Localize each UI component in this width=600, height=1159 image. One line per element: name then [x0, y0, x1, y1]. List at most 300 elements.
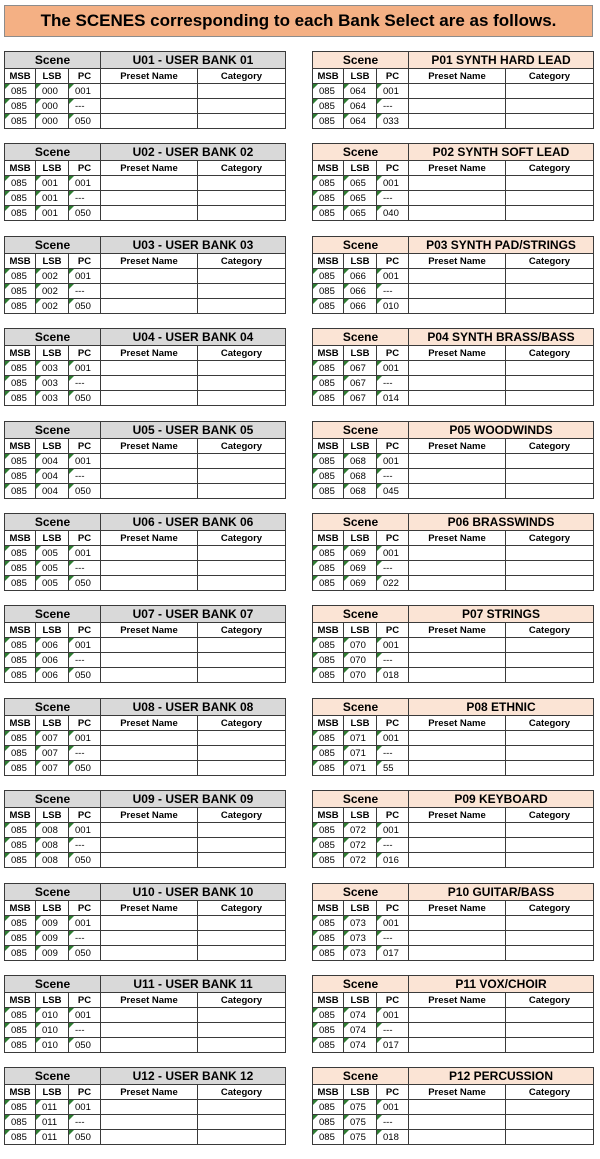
msb-cell[interactable]: 085	[313, 1038, 344, 1053]
category-cell[interactable]	[198, 269, 286, 284]
category-cell[interactable]	[198, 576, 286, 591]
category-cell[interactable]	[198, 946, 286, 961]
preset-name-cell[interactable]	[409, 484, 506, 499]
pc-cell[interactable]: ---	[377, 469, 409, 484]
preset-name-cell[interactable]	[101, 1115, 198, 1130]
msb-cell[interactable]: 085	[5, 746, 36, 761]
lsb-cell[interactable]: 011	[36, 1100, 69, 1115]
preset-name-cell[interactable]	[101, 916, 198, 931]
lsb-cell[interactable]: 068	[344, 469, 377, 484]
lsb-cell[interactable]: 067	[344, 376, 377, 391]
lsb-cell[interactable]: 064	[344, 84, 377, 99]
lsb-cell[interactable]: 064	[344, 99, 377, 114]
category-cell[interactable]	[198, 746, 286, 761]
preset-name-cell[interactable]	[409, 1008, 506, 1023]
category-cell[interactable]	[198, 391, 286, 406]
lsb-cell[interactable]: 074	[344, 1038, 377, 1053]
msb-cell[interactable]: 085	[313, 484, 344, 499]
category-cell[interactable]	[198, 916, 286, 931]
preset-name-cell[interactable]	[409, 361, 506, 376]
lsb-cell[interactable]: 004	[36, 469, 69, 484]
pc-cell[interactable]: ---	[377, 191, 409, 206]
category-cell[interactable]	[506, 576, 594, 591]
pc-cell[interactable]: ---	[69, 653, 101, 668]
category-cell[interactable]	[198, 361, 286, 376]
category-cell[interactable]	[198, 638, 286, 653]
lsb-cell[interactable]: 000	[36, 84, 69, 99]
pc-cell[interactable]: 014	[377, 391, 409, 406]
msb-cell[interactable]: 085	[313, 114, 344, 129]
msb-cell[interactable]: 085	[5, 361, 36, 376]
category-cell[interactable]	[506, 731, 594, 746]
category-cell[interactable]	[198, 484, 286, 499]
lsb-cell[interactable]: 004	[36, 484, 69, 499]
preset-name-cell[interactable]	[101, 376, 198, 391]
pc-cell[interactable]: 010	[377, 299, 409, 314]
preset-name-cell[interactable]	[409, 731, 506, 746]
preset-name-cell[interactable]	[409, 838, 506, 853]
lsb-cell[interactable]: 073	[344, 916, 377, 931]
preset-name-cell[interactable]	[101, 1038, 198, 1053]
lsb-cell[interactable]: 005	[36, 576, 69, 591]
category-cell[interactable]	[506, 761, 594, 776]
category-cell[interactable]	[198, 761, 286, 776]
pc-cell[interactable]: ---	[377, 561, 409, 576]
pc-cell[interactable]: 017	[377, 946, 409, 961]
msb-cell[interactable]: 085	[5, 561, 36, 576]
preset-name-cell[interactable]	[101, 114, 198, 129]
preset-name-cell[interactable]	[101, 561, 198, 576]
pc-cell[interactable]: 001	[377, 1100, 409, 1115]
lsb-cell[interactable]: 009	[36, 946, 69, 961]
msb-cell[interactable]: 085	[313, 376, 344, 391]
lsb-cell[interactable]: 068	[344, 484, 377, 499]
pc-cell[interactable]: 001	[69, 269, 101, 284]
pc-cell[interactable]: 001	[377, 84, 409, 99]
pc-cell[interactable]: 55	[377, 761, 409, 776]
lsb-cell[interactable]: 064	[344, 114, 377, 129]
msb-cell[interactable]: 085	[5, 546, 36, 561]
msb-cell[interactable]: 085	[313, 191, 344, 206]
lsb-cell[interactable]: 006	[36, 668, 69, 683]
preset-name-cell[interactable]	[409, 746, 506, 761]
pc-cell[interactable]: ---	[377, 376, 409, 391]
preset-name-cell[interactable]	[101, 931, 198, 946]
preset-name-cell[interactable]	[409, 653, 506, 668]
category-cell[interactable]	[506, 668, 594, 683]
preset-name-cell[interactable]	[101, 838, 198, 853]
msb-cell[interactable]: 085	[313, 731, 344, 746]
category-cell[interactable]	[198, 853, 286, 868]
lsb-cell[interactable]: 011	[36, 1115, 69, 1130]
pc-cell[interactable]: ---	[377, 99, 409, 114]
preset-name-cell[interactable]	[101, 1008, 198, 1023]
msb-cell[interactable]: 085	[5, 1100, 36, 1115]
preset-name-cell[interactable]	[409, 114, 506, 129]
msb-cell[interactable]: 085	[313, 1023, 344, 1038]
lsb-cell[interactable]: 001	[36, 176, 69, 191]
lsb-cell[interactable]: 067	[344, 361, 377, 376]
pc-cell[interactable]: ---	[377, 838, 409, 853]
category-cell[interactable]	[506, 1023, 594, 1038]
msb-cell[interactable]: 085	[313, 546, 344, 561]
pc-cell[interactable]: 001	[69, 176, 101, 191]
msb-cell[interactable]: 085	[5, 206, 36, 221]
preset-name-cell[interactable]	[409, 391, 506, 406]
pc-cell[interactable]: 001	[69, 1100, 101, 1115]
msb-cell[interactable]: 085	[5, 191, 36, 206]
pc-cell[interactable]: 050	[69, 299, 101, 314]
pc-cell[interactable]: ---	[377, 746, 409, 761]
preset-name-cell[interactable]	[101, 206, 198, 221]
category-cell[interactable]	[506, 284, 594, 299]
lsb-cell[interactable]: 003	[36, 361, 69, 376]
preset-name-cell[interactable]	[409, 638, 506, 653]
preset-name-cell[interactable]	[101, 484, 198, 499]
category-cell[interactable]	[198, 561, 286, 576]
pc-cell[interactable]: ---	[69, 746, 101, 761]
msb-cell[interactable]: 085	[5, 931, 36, 946]
category-cell[interactable]	[198, 84, 286, 99]
msb-cell[interactable]: 085	[313, 299, 344, 314]
pc-cell[interactable]: 018	[377, 668, 409, 683]
msb-cell[interactable]: 085	[313, 576, 344, 591]
pc-cell[interactable]: 001	[377, 361, 409, 376]
preset-name-cell[interactable]	[101, 1023, 198, 1038]
msb-cell[interactable]: 085	[5, 484, 36, 499]
msb-cell[interactable]: 085	[313, 653, 344, 668]
category-cell[interactable]	[506, 454, 594, 469]
category-cell[interactable]	[198, 1008, 286, 1023]
preset-name-cell[interactable]	[101, 853, 198, 868]
msb-cell[interactable]: 085	[5, 838, 36, 853]
lsb-cell[interactable]: 008	[36, 823, 69, 838]
preset-name-cell[interactable]	[409, 931, 506, 946]
pc-cell[interactable]: ---	[377, 284, 409, 299]
lsb-cell[interactable]: 002	[36, 269, 69, 284]
lsb-cell[interactable]: 073	[344, 931, 377, 946]
lsb-cell[interactable]: 010	[36, 1008, 69, 1023]
preset-name-cell[interactable]	[409, 84, 506, 99]
preset-name-cell[interactable]	[409, 576, 506, 591]
pc-cell[interactable]: 001	[377, 176, 409, 191]
preset-name-cell[interactable]	[409, 1038, 506, 1053]
preset-name-cell[interactable]	[101, 299, 198, 314]
pc-cell[interactable]: 017	[377, 1038, 409, 1053]
pc-cell[interactable]: 050	[69, 668, 101, 683]
pc-cell[interactable]: 050	[69, 761, 101, 776]
pc-cell[interactable]: 050	[69, 946, 101, 961]
pc-cell[interactable]: ---	[377, 1023, 409, 1038]
category-cell[interactable]	[506, 269, 594, 284]
preset-name-cell[interactable]	[409, 1100, 506, 1115]
pc-cell[interactable]: 001	[377, 269, 409, 284]
msb-cell[interactable]: 085	[5, 638, 36, 653]
category-cell[interactable]	[198, 299, 286, 314]
preset-name-cell[interactable]	[409, 561, 506, 576]
msb-cell[interactable]: 085	[5, 1130, 36, 1145]
category-cell[interactable]	[506, 361, 594, 376]
pc-cell[interactable]: 001	[377, 823, 409, 838]
pc-cell[interactable]: ---	[377, 931, 409, 946]
preset-name-cell[interactable]	[101, 84, 198, 99]
category-cell[interactable]	[198, 1115, 286, 1130]
msb-cell[interactable]: 085	[313, 391, 344, 406]
category-cell[interactable]	[198, 469, 286, 484]
pc-cell[interactable]: ---	[69, 376, 101, 391]
preset-name-cell[interactable]	[101, 823, 198, 838]
category-cell[interactable]	[198, 1023, 286, 1038]
lsb-cell[interactable]: 008	[36, 853, 69, 868]
lsb-cell[interactable]: 005	[36, 561, 69, 576]
pc-cell[interactable]: 001	[69, 546, 101, 561]
preset-name-cell[interactable]	[101, 668, 198, 683]
lsb-cell[interactable]: 065	[344, 191, 377, 206]
lsb-cell[interactable]: 000	[36, 99, 69, 114]
category-cell[interactable]	[506, 99, 594, 114]
preset-name-cell[interactable]	[409, 546, 506, 561]
msb-cell[interactable]: 085	[5, 761, 36, 776]
pc-cell[interactable]: 001	[69, 84, 101, 99]
pc-cell[interactable]: 001	[377, 638, 409, 653]
msb-cell[interactable]: 085	[313, 99, 344, 114]
pc-cell[interactable]: 001	[377, 916, 409, 931]
pc-cell[interactable]: 001	[69, 731, 101, 746]
preset-name-cell[interactable]	[101, 1100, 198, 1115]
msb-cell[interactable]: 085	[313, 1130, 344, 1145]
category-cell[interactable]	[198, 823, 286, 838]
preset-name-cell[interactable]	[409, 946, 506, 961]
lsb-cell[interactable]: 007	[36, 746, 69, 761]
lsb-cell[interactable]: 009	[36, 916, 69, 931]
pc-cell[interactable]: 001	[377, 1008, 409, 1023]
lsb-cell[interactable]: 010	[36, 1038, 69, 1053]
preset-name-cell[interactable]	[101, 391, 198, 406]
msb-cell[interactable]: 085	[5, 916, 36, 931]
category-cell[interactable]	[198, 206, 286, 221]
lsb-cell[interactable]: 070	[344, 638, 377, 653]
lsb-cell[interactable]: 075	[344, 1130, 377, 1145]
category-cell[interactable]	[198, 454, 286, 469]
category-cell[interactable]	[198, 114, 286, 129]
category-cell[interactable]	[506, 946, 594, 961]
preset-name-cell[interactable]	[409, 284, 506, 299]
category-cell[interactable]	[198, 176, 286, 191]
msb-cell[interactable]: 085	[313, 946, 344, 961]
lsb-cell[interactable]: 072	[344, 823, 377, 838]
category-cell[interactable]	[198, 284, 286, 299]
category-cell[interactable]	[506, 191, 594, 206]
category-cell[interactable]	[198, 1100, 286, 1115]
lsb-cell[interactable]: 002	[36, 284, 69, 299]
pc-cell[interactable]: ---	[69, 838, 101, 853]
preset-name-cell[interactable]	[101, 576, 198, 591]
msb-cell[interactable]: 085	[313, 176, 344, 191]
msb-cell[interactable]: 085	[5, 946, 36, 961]
preset-name-cell[interactable]	[409, 454, 506, 469]
category-cell[interactable]	[506, 176, 594, 191]
pc-cell[interactable]: 050	[69, 1130, 101, 1145]
msb-cell[interactable]: 085	[5, 1023, 36, 1038]
msb-cell[interactable]: 085	[5, 176, 36, 191]
msb-cell[interactable]: 085	[313, 1008, 344, 1023]
lsb-cell[interactable]: 001	[36, 206, 69, 221]
lsb-cell[interactable]: 073	[344, 946, 377, 961]
lsb-cell[interactable]: 065	[344, 176, 377, 191]
pc-cell[interactable]: 001	[377, 454, 409, 469]
preset-name-cell[interactable]	[101, 946, 198, 961]
lsb-cell[interactable]: 070	[344, 668, 377, 683]
msb-cell[interactable]: 085	[5, 1038, 36, 1053]
msb-cell[interactable]: 085	[313, 916, 344, 931]
preset-name-cell[interactable]	[101, 361, 198, 376]
preset-name-cell[interactable]	[101, 269, 198, 284]
lsb-cell[interactable]: 066	[344, 284, 377, 299]
lsb-cell[interactable]: 074	[344, 1008, 377, 1023]
pc-cell[interactable]: 016	[377, 853, 409, 868]
lsb-cell[interactable]: 010	[36, 1023, 69, 1038]
preset-name-cell[interactable]	[101, 99, 198, 114]
pc-cell[interactable]: ---	[69, 99, 101, 114]
category-cell[interactable]	[506, 206, 594, 221]
pc-cell[interactable]: 001	[69, 361, 101, 376]
msb-cell[interactable]: 085	[313, 823, 344, 838]
preset-name-cell[interactable]	[409, 668, 506, 683]
pc-cell[interactable]: 001	[69, 454, 101, 469]
lsb-cell[interactable]: 001	[36, 191, 69, 206]
lsb-cell[interactable]: 007	[36, 731, 69, 746]
pc-cell[interactable]: 050	[69, 114, 101, 129]
category-cell[interactable]	[506, 838, 594, 853]
category-cell[interactable]	[198, 1130, 286, 1145]
preset-name-cell[interactable]	[409, 99, 506, 114]
preset-name-cell[interactable]	[101, 731, 198, 746]
msb-cell[interactable]: 085	[5, 84, 36, 99]
pc-cell[interactable]: 022	[377, 576, 409, 591]
preset-name-cell[interactable]	[101, 469, 198, 484]
pc-cell[interactable]: 001	[69, 1008, 101, 1023]
category-cell[interactable]	[506, 376, 594, 391]
lsb-cell[interactable]: 067	[344, 391, 377, 406]
msb-cell[interactable]: 085	[313, 931, 344, 946]
category-cell[interactable]	[198, 668, 286, 683]
category-cell[interactable]	[506, 1008, 594, 1023]
preset-name-cell[interactable]	[101, 746, 198, 761]
msb-cell[interactable]: 085	[313, 761, 344, 776]
msb-cell[interactable]: 085	[313, 84, 344, 99]
lsb-cell[interactable]: 072	[344, 838, 377, 853]
msb-cell[interactable]: 085	[5, 454, 36, 469]
pc-cell[interactable]: 001	[69, 823, 101, 838]
category-cell[interactable]	[506, 546, 594, 561]
preset-name-cell[interactable]	[409, 761, 506, 776]
preset-name-cell[interactable]	[409, 206, 506, 221]
preset-name-cell[interactable]	[101, 191, 198, 206]
msb-cell[interactable]: 085	[5, 1115, 36, 1130]
pc-cell[interactable]: ---	[69, 561, 101, 576]
msb-cell[interactable]: 085	[313, 1115, 344, 1130]
lsb-cell[interactable]: 006	[36, 638, 69, 653]
msb-cell[interactable]: 085	[313, 269, 344, 284]
msb-cell[interactable]: 085	[313, 746, 344, 761]
lsb-cell[interactable]: 005	[36, 546, 69, 561]
msb-cell[interactable]: 085	[5, 99, 36, 114]
category-cell[interactable]	[198, 546, 286, 561]
pc-cell[interactable]: 001	[69, 638, 101, 653]
pc-cell[interactable]: 050	[69, 1038, 101, 1053]
lsb-cell[interactable]: 068	[344, 454, 377, 469]
pc-cell[interactable]: 040	[377, 206, 409, 221]
lsb-cell[interactable]: 011	[36, 1130, 69, 1145]
preset-name-cell[interactable]	[409, 823, 506, 838]
pc-cell[interactable]: 018	[377, 1130, 409, 1145]
msb-cell[interactable]: 085	[313, 284, 344, 299]
pc-cell[interactable]: 001	[377, 731, 409, 746]
lsb-cell[interactable]: 004	[36, 454, 69, 469]
category-cell[interactable]	[506, 561, 594, 576]
category-cell[interactable]	[506, 823, 594, 838]
msb-cell[interactable]: 085	[5, 653, 36, 668]
lsb-cell[interactable]: 069	[344, 576, 377, 591]
category-cell[interactable]	[506, 916, 594, 931]
preset-name-cell[interactable]	[101, 176, 198, 191]
msb-cell[interactable]: 085	[313, 838, 344, 853]
msb-cell[interactable]: 085	[5, 853, 36, 868]
lsb-cell[interactable]: 075	[344, 1100, 377, 1115]
preset-name-cell[interactable]	[409, 299, 506, 314]
preset-name-cell[interactable]	[101, 546, 198, 561]
pc-cell[interactable]: ---	[377, 653, 409, 668]
pc-cell[interactable]: ---	[69, 284, 101, 299]
lsb-cell[interactable]: 006	[36, 653, 69, 668]
preset-name-cell[interactable]	[409, 269, 506, 284]
pc-cell[interactable]: 033	[377, 114, 409, 129]
category-cell[interactable]	[506, 1130, 594, 1145]
preset-name-cell[interactable]	[409, 176, 506, 191]
category-cell[interactable]	[198, 191, 286, 206]
lsb-cell[interactable]: 069	[344, 561, 377, 576]
category-cell[interactable]	[506, 1100, 594, 1115]
category-cell[interactable]	[506, 638, 594, 653]
msb-cell[interactable]: 085	[5, 299, 36, 314]
lsb-cell[interactable]: 070	[344, 653, 377, 668]
preset-name-cell[interactable]	[101, 761, 198, 776]
pc-cell[interactable]: 050	[69, 576, 101, 591]
msb-cell[interactable]: 085	[5, 668, 36, 683]
lsb-cell[interactable]: 065	[344, 206, 377, 221]
msb-cell[interactable]: 085	[5, 376, 36, 391]
lsb-cell[interactable]: 008	[36, 838, 69, 853]
category-cell[interactable]	[506, 484, 594, 499]
category-cell[interactable]	[506, 1115, 594, 1130]
category-cell[interactable]	[506, 746, 594, 761]
msb-cell[interactable]: 085	[313, 1100, 344, 1115]
preset-name-cell[interactable]	[409, 1023, 506, 1038]
preset-name-cell[interactable]	[101, 284, 198, 299]
preset-name-cell[interactable]	[101, 454, 198, 469]
msb-cell[interactable]: 085	[313, 638, 344, 653]
preset-name-cell[interactable]	[409, 191, 506, 206]
lsb-cell[interactable]: 071	[344, 746, 377, 761]
msb-cell[interactable]: 085	[5, 731, 36, 746]
lsb-cell[interactable]: 003	[36, 376, 69, 391]
pc-cell[interactable]: ---	[69, 191, 101, 206]
lsb-cell[interactable]: 074	[344, 1023, 377, 1038]
pc-cell[interactable]: 001	[377, 546, 409, 561]
msb-cell[interactable]: 085	[313, 469, 344, 484]
msb-cell[interactable]: 085	[5, 284, 36, 299]
category-cell[interactable]	[198, 931, 286, 946]
